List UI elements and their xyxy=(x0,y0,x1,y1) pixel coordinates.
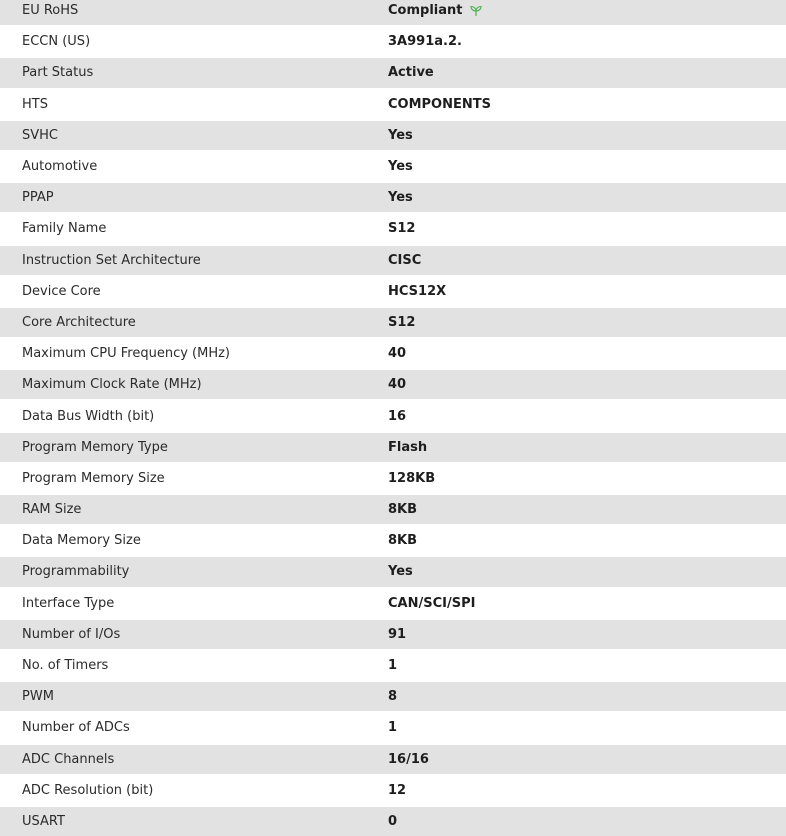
spec-value: S12 xyxy=(388,221,416,237)
spec-row-ppap xyxy=(0,181,786,212)
spec-value: 0 xyxy=(388,813,398,829)
spec-label: Programmability xyxy=(22,564,130,580)
spec-row-number-of-adcs xyxy=(0,711,786,742)
spec-row-hts xyxy=(0,88,786,119)
spec-value: Active xyxy=(388,65,434,81)
spec-row-isa xyxy=(0,244,786,275)
spec-value: 40 xyxy=(388,377,407,393)
spec-row-family-name xyxy=(0,212,786,243)
spec-label: Core Architecture xyxy=(22,314,136,330)
spec-row-number-of-ios xyxy=(0,618,786,649)
spec-value: 8KB xyxy=(388,533,418,549)
spec-value: 91 xyxy=(388,626,407,642)
spec-row-programmability xyxy=(0,555,786,586)
spec-value: 8 xyxy=(388,689,398,705)
spec-label: USART xyxy=(22,813,65,829)
spec-label: EU RoHS xyxy=(22,3,79,19)
spec-row-part-status xyxy=(0,56,786,87)
spec-label: Program Memory Size xyxy=(22,470,165,486)
spec-label: Data Bus Width (bit) xyxy=(22,408,155,424)
spec-value: 40 xyxy=(388,346,407,362)
spec-label: Program Memory Type xyxy=(22,439,168,455)
spec-label: RAM Size xyxy=(22,502,82,518)
spec-label: PPAP xyxy=(22,190,54,206)
spec-label: PWM xyxy=(22,689,54,705)
spec-label: Interface Type xyxy=(22,595,115,611)
spec-value: CAN/SCI/SPI xyxy=(388,595,476,611)
spec-row-program-memory-type xyxy=(0,431,786,462)
spec-value: CISC xyxy=(388,252,422,268)
spec-row-interface-type xyxy=(0,587,786,618)
spec-label: ECCN (US) xyxy=(22,34,91,50)
spec-value: Yes xyxy=(388,127,413,143)
spec-row-automotive xyxy=(0,150,786,181)
spec-value: 16/16 xyxy=(388,751,429,767)
spec-value: S12 xyxy=(388,314,416,330)
spec-row-adc-resolution xyxy=(0,774,786,805)
spec-row-program-memory-size xyxy=(0,462,786,493)
spec-row-svhc xyxy=(0,119,786,150)
spec-row-core-architecture xyxy=(0,306,786,337)
leaf-icon xyxy=(469,5,483,17)
spec-value: HCS12X xyxy=(388,283,447,299)
spec-label: Data Memory Size xyxy=(22,533,141,549)
spec-label: Family Name xyxy=(22,221,107,237)
spec-row-max-cpu-frequency xyxy=(0,337,786,368)
spec-row-adc-channels xyxy=(0,743,786,774)
spec-row-ram-size xyxy=(0,493,786,524)
spec-value: Flash xyxy=(388,439,428,455)
spec-value: Yes xyxy=(388,564,413,580)
spec-label: ADC Resolution (bit) xyxy=(22,782,154,798)
spec-label: Maximum CPU Frequency (MHz) xyxy=(22,346,230,362)
spec-label: ADC Channels xyxy=(22,751,115,767)
spec-label: Part Status xyxy=(22,65,94,81)
spec-row-pwm xyxy=(0,680,786,711)
spec-row-number-of-timers xyxy=(0,649,786,680)
spec-row-eu-rohs xyxy=(0,0,786,25)
spec-label: Maximum Clock Rate (MHz) xyxy=(22,377,202,393)
spec-value: COMPONENTS xyxy=(388,96,491,112)
spec-label: No. of Timers xyxy=(22,658,109,674)
spec-row-usart xyxy=(0,805,786,836)
spec-value-wrap xyxy=(388,3,483,18)
spec-value: Yes xyxy=(388,159,413,175)
spec-value: Yes xyxy=(388,190,413,206)
spec-value: Compliant xyxy=(388,3,463,19)
spec-value: 16 xyxy=(388,408,407,424)
spec-value: 3A991a.2. xyxy=(388,34,462,50)
spec-value: 8KB xyxy=(388,502,418,518)
spec-row-data-memory-size xyxy=(0,524,786,555)
spec-row-data-bus-width xyxy=(0,399,786,430)
spec-row-eccn xyxy=(0,25,786,56)
spec-label: SVHC xyxy=(22,127,58,143)
spec-value: 12 xyxy=(388,782,407,798)
spec-label: Instruction Set Architecture xyxy=(22,252,201,268)
spec-row-device-core xyxy=(0,275,786,306)
spec-label: Number of ADCs xyxy=(22,720,130,736)
spec-row-max-clock-rate xyxy=(0,368,786,399)
spec-label: Automotive xyxy=(22,159,98,175)
spec-label: Number of I/Os xyxy=(22,626,121,642)
spec-value: 1 xyxy=(388,658,398,674)
spec-value: 1 xyxy=(388,720,398,736)
spec-label: HTS xyxy=(22,96,48,112)
spec-value: 128KB xyxy=(388,470,436,486)
spec-label: Device Core xyxy=(22,283,101,299)
